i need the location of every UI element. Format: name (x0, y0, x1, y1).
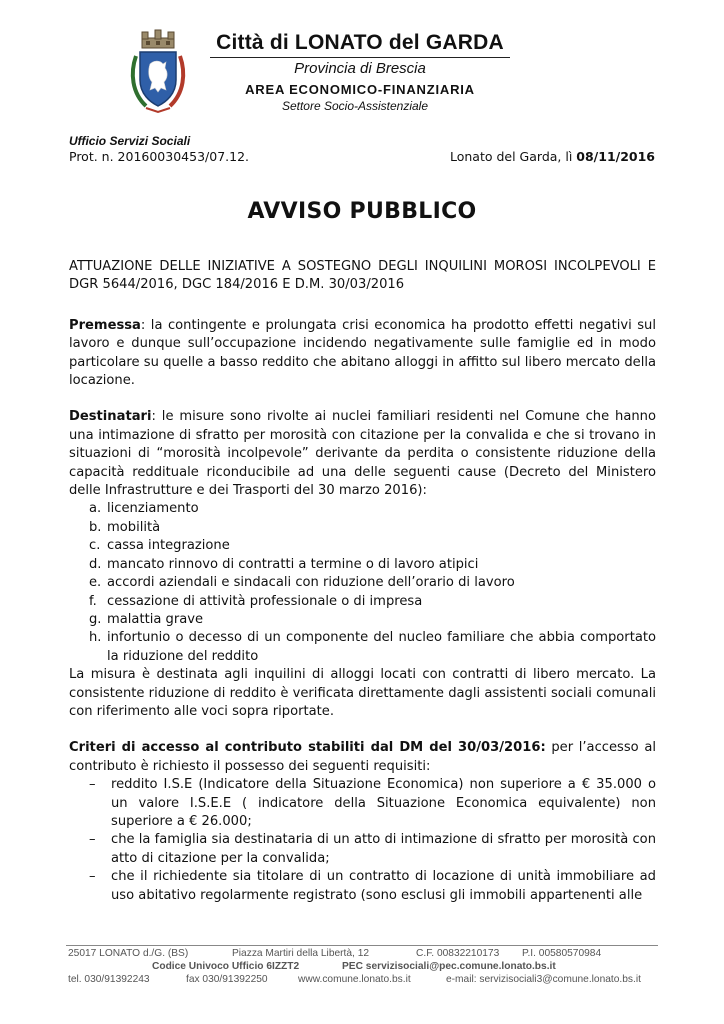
footer-tel: tel. 030/91392243 (68, 974, 150, 985)
footer-email-link[interactable]: e-mail: servizisociali3@comune.lonato.bs.it (446, 974, 641, 985)
footer-fax: fax 030/91392250 (186, 974, 268, 985)
footer-piva: P.I. 00580570984 (522, 948, 602, 959)
municipality-header (200, 30, 520, 79)
list-item: – che la famiglia sia destinataria di un atto di intimazione di sfratto per morosità con atto di citazione per la convalida; (89, 832, 656, 866)
list-item: a. licenziamento (89, 501, 199, 517)
destinatari-paragraph (69, 408, 656, 500)
place-date (450, 149, 655, 164)
list-item: – che il richiedente sia titolare di un contratto di locazione di unità immobiliare ad uso abitativo regolarmente registrato (sono esclusi gli immobili appartenenti alle (89, 869, 656, 903)
premessa-paragraph (69, 317, 656, 391)
footer (66, 945, 658, 986)
footer-cap: 25017 LONATO d./G. (BS) (68, 948, 189, 959)
list-item: b. mobilità (89, 519, 161, 535)
premessa-text: : la contingente e prolungata crisi economica ha prodotto effetti negativi sul lavoro e dunque sull’occupazione incidendo negativamente sulle famiglie ed in modo particolare su quelle a basso reddito che abitano alloggi in affitto sul libero mercato della locazione. (69, 317, 656, 389)
requirements-list (69, 776, 656, 905)
destinatari-note: La misura è destinata agli inquilini di alloggi locati con contratti di libero mercato. La consistente riduzione di reddito è verificata direttamente dagli assistenti sociali comunali con riferimento alle voci sopra riportate. (69, 667, 656, 719)
list-item: g. malattia grave (89, 611, 204, 627)
footer-website-link[interactable]: www.comune.lonato.bs.it (298, 974, 411, 985)
list-item: d. mancato rinnovo di contratti a termine o di lavoro atipici (89, 556, 479, 572)
header-divider (210, 57, 510, 58)
footer-cf: C.F. 00832210173 (416, 948, 500, 959)
causes-list (69, 500, 656, 666)
area-name: AREA ECONOMICO-FINANZIARIA (245, 82, 475, 97)
criteri-paragraph (69, 739, 656, 776)
protocol-number: Prot. n. 20160030453/07.12. (69, 149, 249, 164)
list-item: c. cassa integrazione (89, 538, 230, 554)
subject: ATTUAZIONE DELLE INIZIATIVE A SOSTEGNO DEGLI INQUILINI MOROSI INCOLPEVOLI E DGR 5644/2016, DGC 184/2016 E D.M. 30/03/2016 (69, 259, 656, 293)
footer-code: Codice Univoco Ufficio 6IZZT2 (152, 961, 300, 972)
place: Lonato del Garda, lì (449, 149, 577, 164)
criteri-text: per l’accesso al contributo è richiesto il possesso dei seguenti requisiti: (69, 740, 656, 774)
sector-name: Settore Socio-Assistenziale (281, 99, 429, 113)
document-body (69, 258, 656, 905)
document-title: AVVISO PUBBLICO (247, 199, 477, 224)
footer-address: Piazza Martiri della Libertà, 12 (232, 948, 370, 959)
destinatari-label: Destinatari (69, 409, 152, 425)
list-item: e. accordi aziendali e sindacali con riduzione dell’orario di lavoro (89, 575, 515, 591)
destinatari-text: : le misure sono rivolte ai nuclei familiari residenti nel Comune che hanno una intimazione di sfratto per morosità con citazione per la convalida e che si trovano in situazioni di “morosità incolpevole” derivante da perdita o consistente riduzione della capacità reddituale riconducibile ad una delle seguenti cause (Decreto del Ministero delle Infrastrutture e dei Trasporti del 30 marzo 2016): (69, 409, 656, 499)
premessa-label: Premessa (69, 317, 141, 333)
list-item: – reddito I.S.E (Indicatore della Situazione Economica) non superiore a € 35.000 o un valore I.S.E.E ( indicatore della Situazione Economica equivalente) non superiore a € 26.000; (89, 777, 656, 829)
list-item: h. infortunio o decesso di un componente del nucleo familiare che abbia comportato la riduzione del reddito (89, 630, 656, 664)
province-name: Provincia di Brescia (294, 60, 426, 77)
list-item: f. cessazione di attività professionale o di impresa (89, 593, 423, 609)
city-name: Città di LONATO del GARDA (216, 31, 504, 54)
office-name: Ufficio Servizi Sociali (69, 134, 191, 148)
criteri-label: Criteri di accesso al contributo stabiliti dal DM del 30/03/2016: (69, 740, 546, 756)
date: 08/11/2016 (576, 149, 655, 164)
coat-of-arms-icon (128, 28, 188, 114)
footer-pec[interactable]: PEC servizisociali@pec.comune.lonato.bs.it (342, 961, 556, 972)
